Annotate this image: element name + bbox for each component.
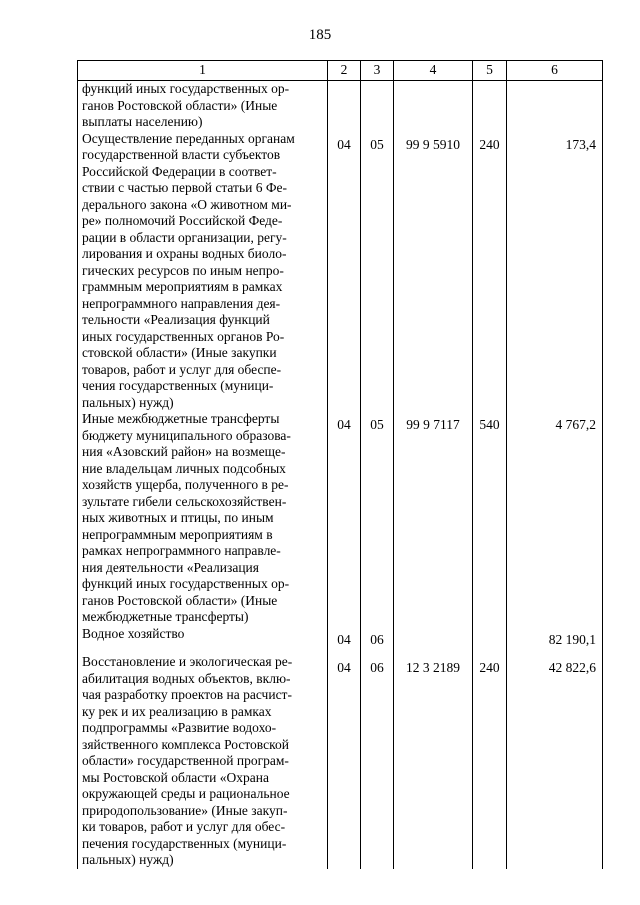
text-line: Восстановление и экологическая ре- xyxy=(82,654,293,669)
header-col-4: 4 xyxy=(394,61,473,81)
text-line: ния «Азовский район» на возмеще- xyxy=(82,444,286,459)
page-number: 185 xyxy=(308,27,332,43)
text-line: природопользование» (Иные закуп- xyxy=(82,802,288,818)
row-section: 04 xyxy=(328,626,361,655)
row-target-article xyxy=(394,626,473,655)
text-line: иных государственных органов Ро- xyxy=(82,328,285,344)
row-subsection: 06 xyxy=(361,654,394,869)
text-line: Осуществление переданных органам xyxy=(82,130,295,146)
text-line: подпрограммы «Развитие водохо- xyxy=(82,720,277,735)
text-line: межбюджетные трансферты) xyxy=(82,609,249,624)
text-line: ку рек и их реализацию в рамках xyxy=(82,703,272,719)
text-line: тельности «Реализация функций xyxy=(82,312,270,327)
text-line: зяйственного комплекса Ростовской xyxy=(82,736,289,752)
text-line: Иные межбюджетные трансферты xyxy=(82,411,280,426)
text-line: Водное хозяйство xyxy=(82,625,185,641)
text-line: бюджету муниципального образова- xyxy=(82,427,291,443)
text-line: пальных) нужд) xyxy=(82,852,174,867)
text-line: ки товаров, работ и услуг для обес- xyxy=(82,819,286,834)
row-subsection xyxy=(361,81,394,131)
header-col-6: 6 xyxy=(507,61,603,81)
header-row xyxy=(78,61,603,81)
row-expense-type: 540 xyxy=(473,411,507,626)
text-line: окружающей среды и рациональное xyxy=(82,786,290,801)
text-line: государственной власти субъектов xyxy=(82,147,281,162)
row-amount: 4 767,2 xyxy=(507,411,603,626)
text-line: функций иных государственных ор- xyxy=(82,81,290,96)
header-col-1: 1 xyxy=(78,61,328,81)
row-expense-type: 240 xyxy=(473,131,507,412)
row-amount: 173,4 xyxy=(507,131,603,412)
row-section xyxy=(328,81,361,131)
row-amount xyxy=(507,81,603,131)
row-subsection: 05 xyxy=(361,411,394,626)
row-target-article: 12 3 2189 xyxy=(394,654,473,869)
row-description xyxy=(78,81,328,131)
text-line: зультате гибели сельскохозяйствен- xyxy=(82,493,287,509)
text-line: ных животных и птицы, по иным xyxy=(82,510,274,525)
row-section: 04 xyxy=(328,131,361,412)
text-line: ствии с частью первой статьи 6 Фе- xyxy=(82,180,287,195)
text-line: непрограммным мероприятиям в xyxy=(82,526,273,542)
table-row xyxy=(78,626,603,655)
text-line: товаров, работ и услуг для обеспе- xyxy=(82,361,282,377)
header-col-3: 3 xyxy=(361,61,394,81)
text-line: дерального закона «О животном ми- xyxy=(82,196,292,212)
row-description xyxy=(78,131,328,412)
row-expense-type xyxy=(473,81,507,131)
text-line: Российской Федерации в соответ- xyxy=(82,163,277,179)
row-expense-type: 240 xyxy=(473,654,507,869)
row-subsection: 06 xyxy=(361,626,394,655)
row-expense-type xyxy=(473,626,507,655)
row-section: 04 xyxy=(328,411,361,626)
text-line: рамках непрограммного направле- xyxy=(82,543,281,558)
text-line: пальных) нужд) xyxy=(82,394,174,410)
text-line: чая разработку проектов на расчист- xyxy=(82,687,292,702)
row-subsection: 05 xyxy=(361,131,394,412)
text-line: лирования и охраны водных биоло- xyxy=(82,246,287,261)
text-line: ре» полномочий Российской Феде- xyxy=(82,213,283,228)
text-line: стовской области» (Иные закупки xyxy=(82,345,277,360)
text-line: чения государственных (муници- xyxy=(82,378,274,393)
text-line: печения государственных (муници- xyxy=(82,835,287,851)
text-line: гических ресурсов по иным непро- xyxy=(82,262,284,278)
text-line: хозяйств ущерба, полученного в ре- xyxy=(82,477,289,492)
row-target-article: 99 9 5910 xyxy=(394,131,473,412)
text-line: граммным мероприятиям в рамках xyxy=(82,279,283,294)
text-line: выплаты населению) xyxy=(82,114,203,129)
budget-table xyxy=(77,60,603,869)
row-description xyxy=(78,654,328,869)
table-row xyxy=(78,654,603,869)
text-line: области» государственной програм- xyxy=(82,753,289,768)
text-line: ния деятельности «Реализация xyxy=(82,559,259,575)
text-line: непрограммного направления дея- xyxy=(82,295,281,311)
text-line: мы Ростовской области «Охрана xyxy=(82,769,269,785)
table-row xyxy=(78,411,603,626)
text-line: абилитация водных объектов, вклю- xyxy=(82,670,291,686)
header-col-5: 5 xyxy=(473,61,507,81)
row-amount: 82 190,1 xyxy=(507,626,603,655)
row-target-article xyxy=(394,81,473,131)
row-section: 04 xyxy=(328,654,361,869)
text-line: функций иных государственных ор- xyxy=(82,576,290,591)
row-target-article: 99 9 7117 xyxy=(394,411,473,626)
header-col-2: 2 xyxy=(328,61,361,81)
table-row xyxy=(78,131,603,412)
text-line: ганов Ростовской области» (Иные xyxy=(82,97,278,113)
text-line: ние владельцам личных подсобных xyxy=(82,460,286,476)
text-line: ганов Ростовской области» (Иные xyxy=(82,592,278,608)
row-description xyxy=(78,411,328,626)
row-amount: 42 822,6 xyxy=(507,654,603,869)
table-row xyxy=(78,81,603,131)
row-description xyxy=(78,626,328,655)
text-line: рации в области организации, регу- xyxy=(82,229,287,245)
